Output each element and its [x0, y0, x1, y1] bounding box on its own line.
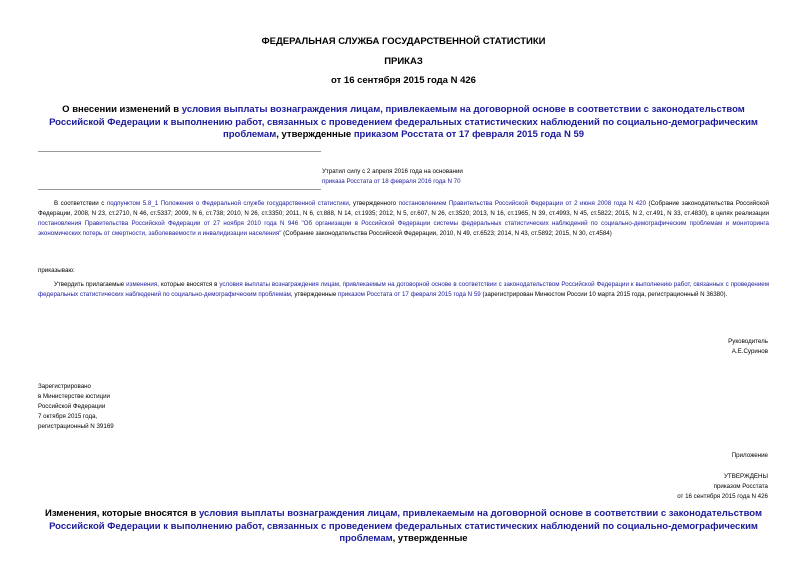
title-prefix: О внесении изменений в — [62, 104, 182, 115]
title-conditions-link[interactable]: условия выплаты вознаграждения лицам, привлекаемым на договорной основе в соответствии с законодательством Российской Федерации к выполнению работ, связанных с проведением федеральных статистических наблюдений по социально-демографическим проблемам — [49, 104, 758, 140]
p3-text-a: Утвердить прилагаемые — [54, 281, 127, 288]
regulation-link[interactable]: подпунктом 5.8_1 Положения о Федеральной службе государственной статистики — [106, 200, 349, 207]
approve-paragraph — [38, 280, 769, 300]
p3-text-b: , которые вносятся в — [157, 281, 220, 288]
status-line: Утратил силу с 2 апреля 2016 года на основании — [322, 168, 463, 175]
approval-date: от 16 сентября 2015 года N 426 — [677, 493, 768, 500]
agency-name: ФЕДЕРАЛЬНАЯ СЛУЖБА ГОСУДАРСТВЕННОЙ СТАТИСТИКИ — [261, 36, 546, 47]
changes-link[interactable]: изменения — [126, 281, 158, 288]
p1-text-d: (Собрание законодательства Российской Федерации, 2010, N 49, ст.6523; 2014, N 43, ст.5892; 2015, N 30, ст.4584) — [281, 230, 612, 237]
appendix-title — [38, 508, 769, 546]
resolution-420-link[interactable]: постановлением Правительства Российской Федерации от 2 июня 2008 года N 420 — [398, 200, 647, 207]
registration-line: Российской Федерации — [38, 403, 106, 410]
registration-block — [38, 382, 114, 432]
conditions-link[interactable]: условия выплаты вознаграждения лицам, привлекаемым на договорной основе в соответствии с законодательством Российской Федерации к выполнению работ, связанных с проведением федеральных статистических наблюдений по социально-демографическим проблемам — [38, 281, 769, 298]
registration-line: в Министерстве юстиции — [38, 393, 111, 400]
resolution-946-link[interactable]: постановления Правительства Российской Федерации от 27 ноября 2010 года N 946 "Об организации в Российской Федерации системы федеральных статистических наблюдений по социально-демографическим проблемам и мониторинга экономических потерь от смертности, заболеваемости и инвалидизации населения" — [38, 220, 769, 237]
status-note — [322, 167, 463, 187]
status-order-link[interactable]: приказа Росстата от 18 февраля 2016 года N 70 — [322, 178, 461, 185]
appendix-label: Приложение — [731, 452, 768, 459]
divider-top — [38, 151, 321, 152]
document-title — [38, 104, 769, 142]
approval-block — [677, 472, 768, 502]
p1-text-a: В соответствии с — [54, 200, 107, 207]
title-middle: , утвержденные — [276, 129, 354, 140]
approval-approved: УТВЕРЖДЕНЫ — [724, 473, 768, 480]
preamble-paragraph — [38, 199, 769, 239]
signature-position: Руководитель — [728, 338, 768, 345]
p3-text-c: , утвержденные — [290, 291, 338, 298]
divider-bottom — [38, 189, 321, 190]
order-word: приказываю: — [38, 267, 75, 274]
document-date-number: от 16 сентября 2015 года N 426 — [331, 75, 476, 86]
title-order-link[interactable]: приказом Росстата от 17 февраля 2015 года N 59 — [353, 129, 585, 140]
title2-prefix: Изменения, которые вносятся в — [44, 508, 199, 519]
p1-text-c: (Собрание законодательства Российской Федерации, 2008, N 23, ст.2710, N 46, ст.5337; 2009, N 6, ст.738; 2010, N 26, ст.3350; 2011, N 6, ст.888, N 14, ст.1935; 2012, N 5, ст.607, N 26, ст.3520; 2013, N 16, ст.1965, N 39, ст.4993, N 45, ст.5822; 2015, N 2, ст.491, N 33, ст.4830), в целях реализации — [38, 200, 769, 217]
registration-line: 7 октября 2015 года, — [38, 413, 98, 420]
signature-name: А.Е.Суринов — [731, 348, 768, 355]
registration-line: регистрационный N 39169 — [38, 423, 114, 430]
signature-block — [728, 337, 768, 357]
approval-by: приказом Росстата — [713, 483, 768, 490]
registration-line: Зарегистрировано — [38, 383, 91, 390]
p1-text-b: , утвержденного — [348, 200, 399, 207]
p3-text-d: (зарегистрирован Минюстом России 10 марта 2015 года, регистрационный N 36380). — [480, 291, 728, 298]
order-59-link[interactable]: приказом Росстата от 17 февраля 2015 года N 59 — [338, 291, 481, 298]
appendix-conditions-link[interactable]: условия выплаты вознаграждения лицам, привлекаемым на договорной основе в соответствии с законодательством Российской Федерации к выполнению работ, связанных с проведением федеральных статистических наблюдений по социально-демографическим проблемам — [49, 508, 762, 544]
document-type: ПРИКАЗ — [384, 56, 423, 67]
title2-suffix: , утвержденные — [392, 533, 468, 544]
